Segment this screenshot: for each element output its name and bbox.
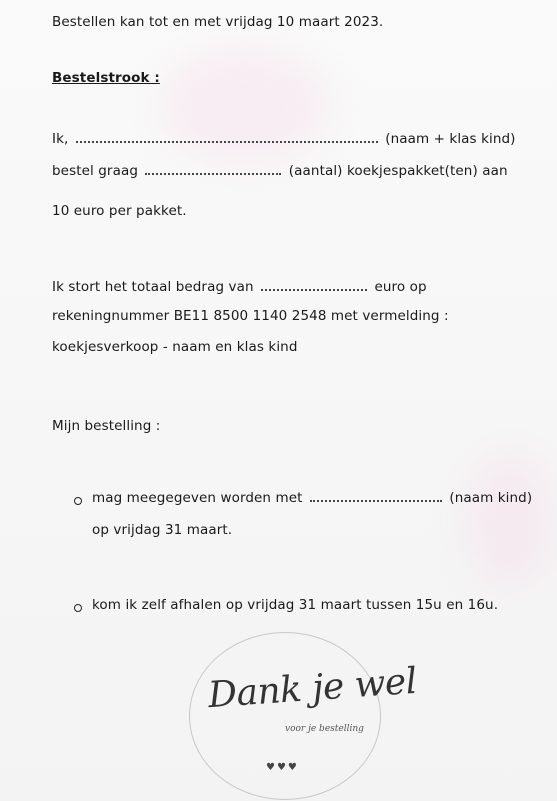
amount-fill-line[interactable]: [261, 279, 367, 291]
order-deadline: Bestellen kan tot en met vrijdag 10 maart 2023.: [52, 14, 384, 30]
option-pickup-by-child: [92, 490, 532, 506]
option-bullet[interactable]: [74, 604, 82, 612]
order-slip-title: Bestelstrook :: [52, 70, 160, 86]
line-prefix: bestel graag: [52, 163, 138, 179]
line-prefix: Ik stort het totaal bedrag van: [52, 279, 254, 295]
option-pickup-date: op vrijdag 31 maart.: [92, 522, 233, 538]
thank-you-text: Dank je wel: [206, 660, 418, 717]
background-stain: [160, 45, 330, 165]
quantity-fill-line[interactable]: [145, 163, 281, 175]
line-prefix: Ik,: [52, 131, 69, 147]
line-suffix: euro op: [374, 279, 427, 295]
payment-reference: koekjesverkoop - naam en klas kind: [52, 339, 298, 355]
order-line-quantity: [52, 163, 508, 179]
line-suffix: (naam + klas kind): [385, 131, 516, 147]
payment-account: rekeningnummer BE11 8500 1140 2548 met vermelding :: [52, 308, 449, 324]
name-fill-line[interactable]: [76, 131, 378, 143]
child-name-fill-line[interactable]: [310, 490, 442, 502]
price-per-package: 10 euro per pakket.: [52, 203, 187, 219]
option-self-pickup: kom ik zelf afhalen op vrijdag 31 maart tussen 15u en 16u.: [92, 597, 499, 613]
option-suffix: (naam kind): [449, 490, 533, 506]
option-bullet[interactable]: [74, 497, 82, 505]
background-stain: [465, 450, 555, 590]
option-prefix: mag meegegeven worden met: [92, 490, 303, 506]
thank-you-subtext: voor je bestelling: [285, 724, 364, 734]
thank-you-stamp: [189, 632, 381, 800]
order-line-name: [52, 131, 516, 147]
my-order-title: Mijn bestelling :: [52, 418, 161, 434]
hearts-icon: ♥♥♥: [266, 762, 299, 773]
line-suffix: (aantal) koekjespakket(ten) aan: [288, 163, 508, 179]
payment-line-total: [52, 279, 427, 295]
